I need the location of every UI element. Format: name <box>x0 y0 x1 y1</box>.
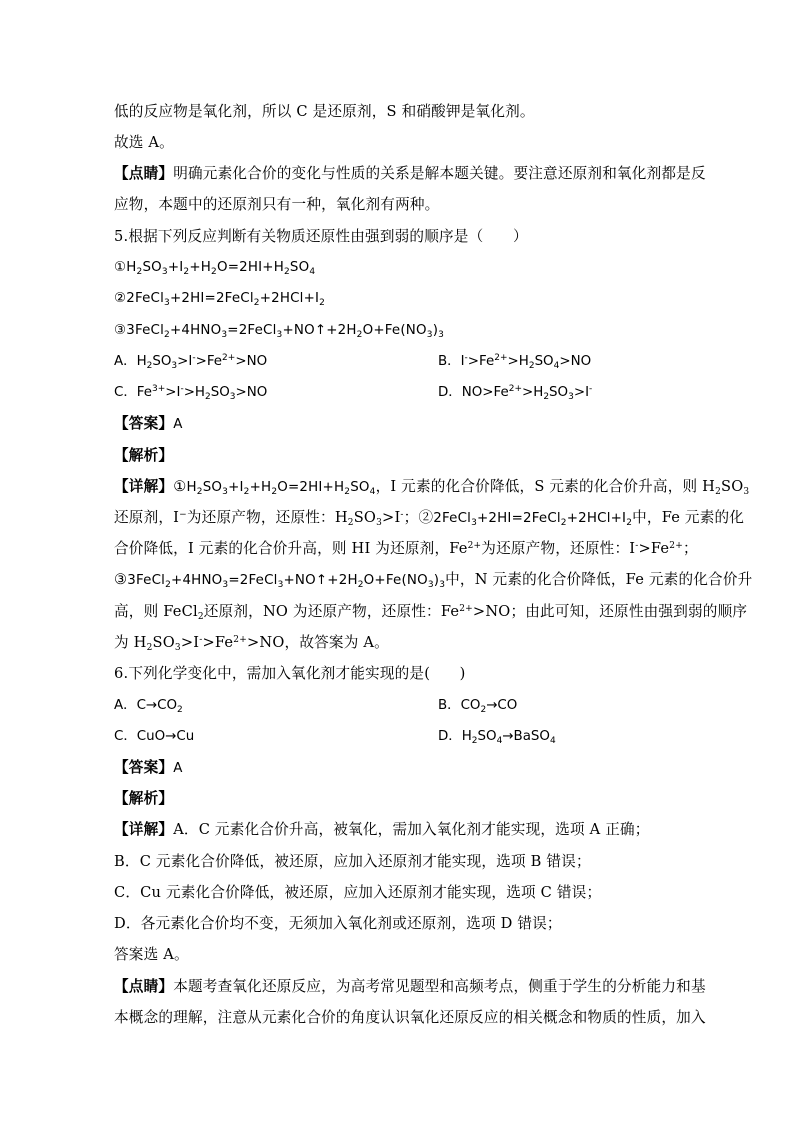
q6-detail-c: C．Cu 元素化合价降低，被还原，应加入还原剂才能实现，选项 C 错误； <box>114 884 602 901</box>
q6-option-c: C．CuO→Cu <box>114 729 195 744</box>
q5-detail-line-3: 合价降低，I 元素的化合价升高，则 HI 为还原剂，$Fe^{2+}$为还原产物，还原性：$I^->Fe^{2+}$； <box>114 540 698 557</box>
q6-detail-d: D．各元素化合价均不变，无须加入氧化剂或还原剂，选项 D 错误； <box>114 915 562 932</box>
q6-note-line-2: 本概念的理解，注意从元素化合价的角度认识氧化还原反应的相关概念和物质的性质，加入 <box>114 1009 706 1026</box>
reaction-2: $②2FeCl_3+2HI=2FeCl_2+2HCl+I_2$ <box>114 291 326 308</box>
note-text: 明确元素化合价的变化与性质的关系是解本题关键。要注意还原剂和氧化剂都是反 <box>173 165 706 182</box>
q6-detail-end: 答案选 A。 <box>114 946 189 963</box>
q6-analysis-tag: 【解析】 <box>114 790 174 807</box>
q6-detail-a: 【详解】A．C 元素化合价升高，被氧化，需加入氧化剂才能实现，选项 A 正确； <box>114 821 650 838</box>
q6-option-b: B．$CO_2\to CO$ <box>438 698 518 715</box>
text-line: 故选 A。 <box>114 134 174 151</box>
q6-option-d: D．$H_2SO_4\to BaSO_4$ <box>438 729 556 746</box>
q5-option-a: A．$H_2SO_3>I^->Fe^{2+}>NO$ <box>114 353 268 371</box>
q5-detail-line-6: 为 $H_2SO_3>I^->Fe^{2+}>NO$，故答案为 A。 <box>114 634 389 653</box>
q5-detail-line-1: 【详解】$①H_2SO_3+I_2+H_2O=2HI+H_2SO_4$，I 元素的化合价降低，S 元素的化合价升高，则 $H_2SO_3$ <box>114 478 750 497</box>
text-line: 应物，本题中的还原剂只有一种，氧化剂有两种。 <box>114 196 440 213</box>
q5-detail-line-5: 高，则 FeCl$_2$还原剂，NO 为还原产物，还原性：$Fe^{2+}>NO$；由此可知，还原性由强到弱的顺序 <box>114 603 748 622</box>
q5-detail-line-2: 还原剂，I−为还原产物，还原性：$H_2SO_3>I^-$；$②2FeCl_3+2HI=2FeCl_2+2HCl+I_2$中，Fe 元素的化 <box>114 509 745 528</box>
q5-answer <box>114 414 684 435</box>
q5-analysis-tag: 【解析】 <box>114 447 174 464</box>
q6-option-a: A．$C\to CO_2$ <box>114 698 183 715</box>
question-6-title: 6.下列化学变化中，需加入氧化剂才能实现的是( ) <box>114 665 466 682</box>
answer-value: A <box>173 417 183 432</box>
q6-note-line-1: 【点睛】本题考查氧化还原反应，为高考常见题型和高频考点，侧重于学生的分析能力和基 <box>114 978 706 995</box>
reaction-3: $③3FeCl_2+4HNO_3=2FeCl_3+NO↑+2H_2O+Fe(NO_3)_3$ <box>114 323 445 340</box>
question-5-title: 5.根据下列反应判断有关物质还原性由强到弱的顺序是（ ） <box>114 228 528 245</box>
q5-option-b: B．$I^->Fe^{2+}>H_2SO_4>NO$ <box>438 353 592 371</box>
q5-option-c: C．$Fe^{3+}>I^->H_2SO_3>NO$ <box>114 384 268 402</box>
note-line <box>114 164 706 184</box>
text-line: 低的反应物是氧化剂，所以 C 是还原剂，S 和硝酸钾是氧化剂。 <box>114 103 535 120</box>
q6-detail-b: B．C 元素化合价降低，被还原，应加入还原剂才能实现，选项 B 错误； <box>114 853 591 870</box>
note-tag: 【点睛】 <box>114 165 174 182</box>
answer-tag: 【答案】 <box>114 415 174 432</box>
q5-option-d: D．$NO>Fe^{2+}>H_2SO_3>I^-$ <box>438 384 593 402</box>
q6-answer: 【答案】A <box>114 759 183 776</box>
reaction-1: $①H_2SO_3+I_2+H_2O=2HI+H_2SO_4$ <box>114 260 316 277</box>
q5-detail-line-4: $③3FeCl_2+4HNO_3=2FeCl_3+NO↑+2H_2O+Fe(NO_3)_3$中，N 元素的化合价降低，Fe 元素的化合价升 <box>114 571 753 590</box>
